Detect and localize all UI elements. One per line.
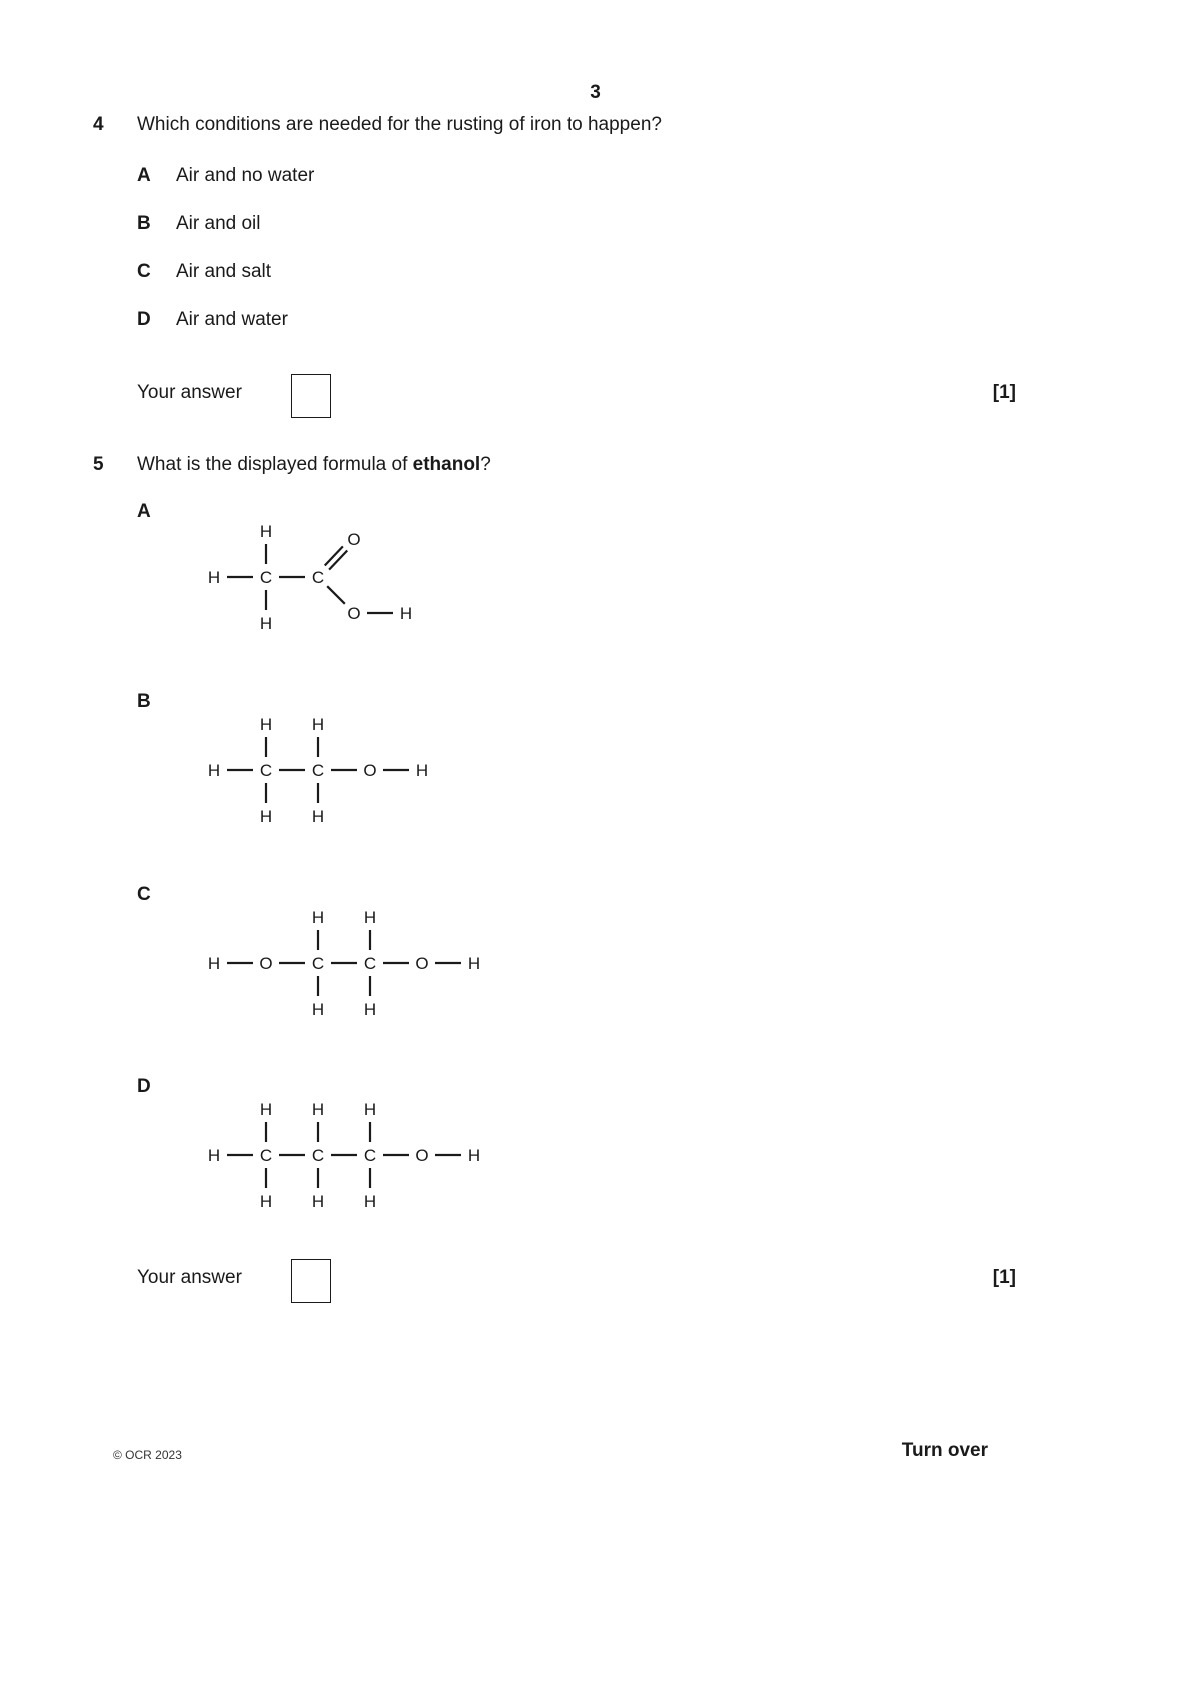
svg-text:H: H [207,954,221,973]
svg-text:H: H [311,1192,325,1211]
q5-your-answer-label: Your answer [137,1267,242,1288]
q4-option-b-letter: B [137,213,151,234]
q5-option-b-structure [196,706,446,836]
q4-option-d-letter: D [137,309,151,330]
q4-option-c-text: Air and salt [176,261,272,282]
svg-text:H: H [363,1192,377,1211]
svg-text:C: C [363,1146,377,1165]
svg-text:C: C [311,1146,325,1165]
svg-text:C: C [363,954,377,973]
svg-text:H: H [259,1100,273,1119]
svg-text:H: H [363,1000,377,1019]
svg-text:C: C [311,954,325,973]
q5-answer-box[interactable] [291,1259,331,1303]
q4-option-a-letter: A [137,165,151,186]
q5-option-d-structure [196,1091,496,1221]
svg-text:O: O [347,604,361,623]
question-5-number: 5 [93,454,104,475]
svg-text:H: H [399,604,413,623]
question-5-text-bold: ethanol [412,454,481,475]
question-5-text-prefix: What is the displayed formula of [137,454,413,475]
q4-marks: [1] [992,382,1016,403]
svg-text:H: H [467,954,481,973]
svg-text:C: C [259,761,273,780]
copyright-text: © OCR 2023 [113,1448,182,1462]
q5-option-c-letter: C [137,884,151,905]
q5-option-c-structure [196,899,496,1029]
svg-text:H: H [207,1146,221,1165]
svg-text:C: C [259,568,273,587]
q5-option-a-letter: A [137,501,151,522]
q4-answer-box[interactable] [291,374,331,418]
question-5-text-suffix: ? [480,454,491,475]
question-5-text [137,454,491,476]
svg-text:O: O [347,530,361,549]
q5-option-d-letter: D [137,1076,151,1097]
question-4-text: Which conditions are needed for the rusting of iron to happen? [137,114,662,135]
svg-text:C: C [311,761,325,780]
svg-text:H: H [311,715,325,734]
svg-text:H: H [259,807,273,826]
q4-option-c-letter: C [137,261,151,282]
svg-text:C: C [311,568,325,587]
question-4-number: 4 [93,114,104,135]
svg-text:H: H [259,715,273,734]
svg-text:O: O [415,1146,429,1165]
q5-marks: [1] [992,1267,1016,1288]
svg-text:O: O [415,954,429,973]
svg-text:H: H [363,1100,377,1119]
svg-text:H: H [207,568,221,587]
svg-text:H: H [259,1192,273,1211]
svg-text:H: H [311,908,325,927]
q4-option-b-text: Air and oil [176,213,261,234]
turn-over-label: Turn over [901,1440,988,1461]
q4-option-a-text: Air and no water [176,165,315,186]
svg-text:H: H [467,1146,481,1165]
svg-text:H: H [259,522,273,541]
svg-text:H: H [311,1100,325,1119]
svg-text:H: H [259,614,273,633]
page-number: 3 [590,82,601,103]
svg-text:H: H [415,761,429,780]
q5-option-a-structure [196,513,436,643]
svg-text:H: H [363,908,377,927]
q4-option-d-text: Air and water [176,309,288,330]
svg-text:H: H [311,807,325,826]
svg-text:H: H [207,761,221,780]
svg-text:H: H [311,1000,325,1019]
svg-text:C: C [259,1146,273,1165]
q4-your-answer-label: Your answer [137,382,242,403]
svg-text:O: O [363,761,377,780]
q5-option-b-letter: B [137,691,151,712]
svg-text:O: O [259,954,273,973]
